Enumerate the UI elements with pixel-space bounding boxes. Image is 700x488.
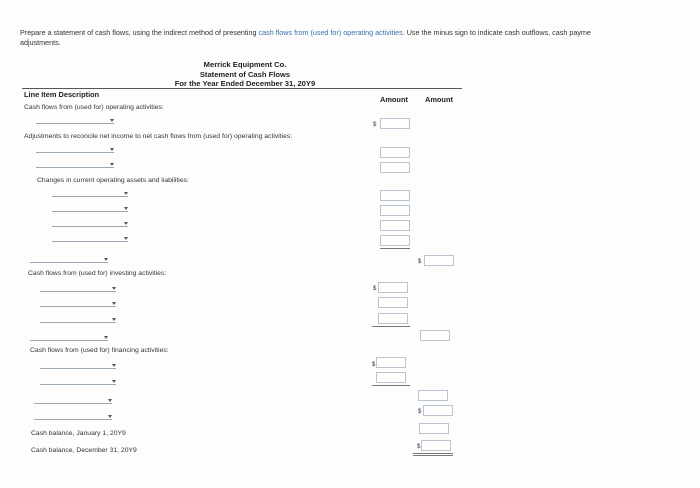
dollar-sign: $ (417, 444, 421, 450)
chevron-down-icon (110, 119, 114, 122)
net-investing-amount-input[interactable] (420, 330, 450, 341)
chevron-down-icon (112, 380, 116, 383)
investing-amount-input-3[interactable] (378, 313, 408, 324)
chevron-down-icon (124, 222, 128, 225)
investing-label: Cash flows from (used for) investing activities: (28, 270, 167, 277)
change-dropdown-2[interactable] (52, 203, 128, 212)
adjustment-amount-input-2[interactable] (380, 162, 410, 173)
cash-end-amount-input[interactable] (421, 440, 451, 451)
chevron-down-icon (124, 237, 128, 240)
change-amount-input-4[interactable] (380, 235, 410, 246)
net-change-dropdown[interactable] (34, 411, 112, 420)
total-double-rule-bottom (413, 455, 453, 456)
net-income-amount-input[interactable] (380, 118, 410, 129)
changes-label: Changes in current operating assets and liabilities: (37, 177, 189, 184)
change-dropdown-1[interactable] (52, 188, 128, 197)
net-financing-dropdown[interactable] (34, 395, 112, 404)
statement-name: Statement of Cash Flows (199, 69, 291, 79)
adjustment-dropdown-2[interactable] (36, 159, 114, 168)
financing-amount-input-1[interactable] (376, 357, 406, 368)
instructions-line-2: adjustments. (20, 38, 61, 47)
company-name: Merrick Equipment Co. (203, 60, 287, 69)
chevron-down-icon (112, 364, 116, 367)
instructions (20, 28, 700, 48)
financing-label: Cash flows from (used for) financing activities: (30, 347, 169, 354)
dollar-sign: $ (372, 362, 376, 368)
chevron-down-icon (124, 192, 128, 195)
financing-dropdown-1[interactable] (40, 360, 116, 369)
investing-dropdown-1[interactable] (40, 283, 116, 292)
financing-amount-input-2[interactable] (376, 372, 406, 383)
change-amount-input-3[interactable] (380, 220, 410, 231)
investing-amount-input-2[interactable] (378, 297, 408, 308)
dollar-sign: $ (373, 286, 377, 292)
investing-amount-input-1[interactable] (378, 282, 408, 293)
net-change-amount-input[interactable] (423, 405, 453, 416)
chevron-down-icon (112, 287, 116, 290)
financing-dropdown-2[interactable] (40, 376, 116, 385)
net-income-dropdown[interactable] (36, 115, 114, 124)
net-financing-amount-input[interactable] (418, 390, 448, 401)
instructions-link[interactable]: cash flows from (used for) operating activities (258, 28, 403, 37)
net-investing-dropdown[interactable] (30, 332, 108, 341)
statement-heading (120, 60, 370, 89)
header-rule (22, 88, 462, 89)
operating-label: Cash flows from (used for) operating activities: (24, 104, 164, 111)
chevron-down-icon (108, 399, 112, 402)
adjustment-amount-input-1[interactable] (380, 147, 410, 158)
dollar-sign: $ (418, 259, 422, 265)
adjustment-dropdown-1[interactable] (36, 144, 114, 153)
adjustments-label: Adjustments to reconcile net income to net cash flows from (used for) operating activities: (24, 133, 293, 140)
change-amount-input-2[interactable] (380, 205, 410, 216)
chevron-down-icon (104, 258, 108, 261)
amount-header-1: Amount (380, 95, 408, 104)
dollar-sign: $ (373, 122, 377, 128)
investing-dropdown-3[interactable] (40, 314, 116, 323)
dollar-sign: $ (418, 409, 422, 415)
chevron-down-icon (110, 148, 114, 151)
statement-period: For the Year Ended December 31, 20Y9 (174, 79, 316, 88)
chevron-down-icon (112, 302, 116, 305)
cash-begin-amount-input[interactable] (419, 423, 449, 434)
chevron-down-icon (104, 336, 108, 339)
chevron-down-icon (112, 318, 116, 321)
line-item-header: Line Item Description (24, 90, 100, 99)
instructions-text-2: . Use the minus sign to indicate cash outflows, cash payme (402, 28, 591, 37)
net-operating-amount-input[interactable] (424, 255, 454, 266)
chevron-down-icon (108, 415, 112, 418)
cash-begin-label: Cash balance, January 1, 20Y9 (31, 430, 126, 437)
investing-dropdown-2[interactable] (40, 298, 116, 307)
change-dropdown-3[interactable] (52, 218, 128, 227)
change-dropdown-4[interactable] (52, 233, 128, 242)
instructions-text: Prepare a statement of cash flows, using the indirect method of presenting (20, 28, 259, 37)
amount-header-2: Amount (425, 95, 453, 104)
cash-end-label: Cash balance, December 31, 20Y9 (31, 447, 137, 454)
subtotal-rule (372, 326, 410, 327)
subtotal-rule (372, 385, 410, 386)
subtotal-rule (380, 248, 410, 249)
net-operating-dropdown[interactable] (30, 254, 108, 263)
change-amount-input-1[interactable] (380, 190, 410, 201)
chevron-down-icon (124, 207, 128, 210)
total-double-rule-top (413, 453, 453, 454)
chevron-down-icon (110, 163, 114, 166)
